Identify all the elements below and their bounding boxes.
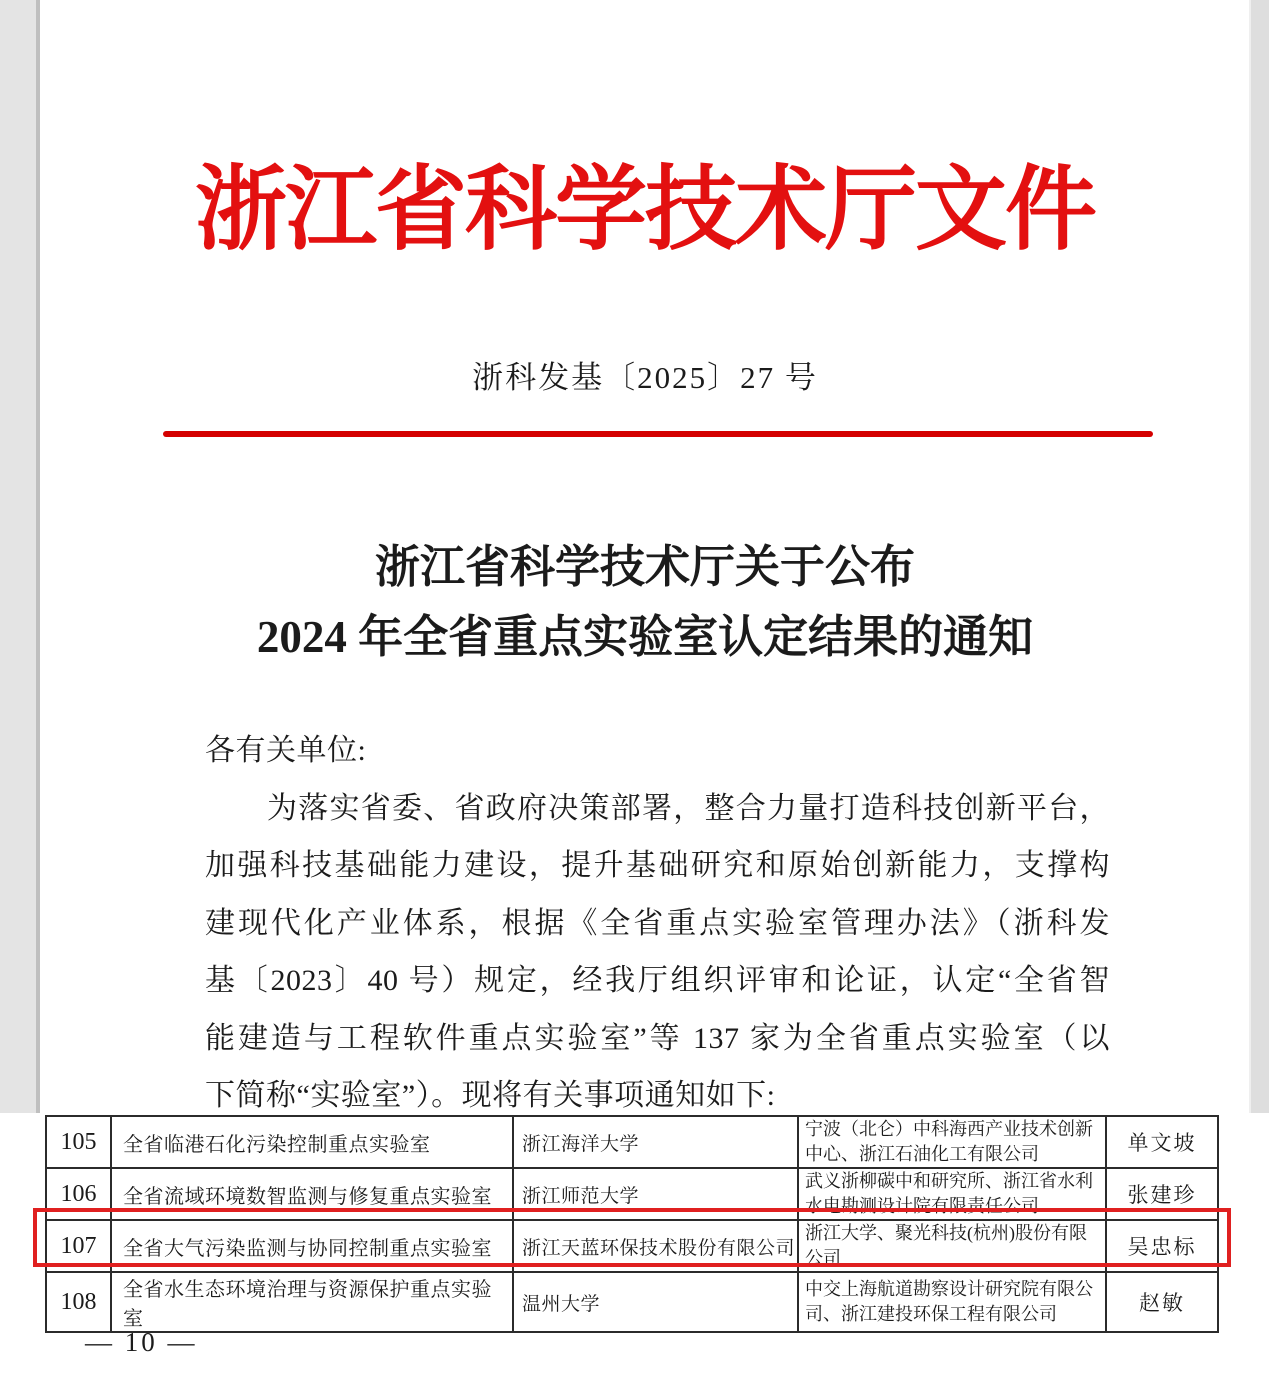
lab-number: 105 (46, 1116, 111, 1168)
lab-table-section (0, 1113, 1269, 1386)
lab-partners: 武义浙柳碳中和研究所、浙江省水利水电勘测设计院有限责任公司 (798, 1168, 1106, 1220)
notice-title-line1: 浙江省科学技术厅关于公布 (374, 542, 915, 592)
lab-director: 吴忠标 (1106, 1220, 1218, 1272)
document-number: 浙科发基〔2025〕27 号 (472, 360, 818, 395)
table-row (46, 1168, 1218, 1220)
document-header-title: 浙江省科学技术厅文件 (194, 159, 1095, 261)
lab-director: 张建珍 (1106, 1168, 1218, 1220)
body-line: 为落实省委、省政府决策部署，整合力量打造科技创新平台， (267, 791, 1110, 825)
body-line: 下简称“实验室”）。现将有关事项通知如下: (205, 1079, 776, 1112)
body-line: 加强科技基础能力建设，提升基础研究和原始创新能力，支撑构 (205, 849, 1110, 882)
lab-number: 108 (46, 1272, 111, 1332)
labs-table-body (46, 1116, 1218, 1332)
lab-institution: 浙江海洋大学 (513, 1116, 798, 1168)
table-row (46, 1272, 1218, 1332)
page-left-margin-shadow (0, 0, 40, 1113)
body-line: 能建造与工程软件重点实验室”等 137 家为全省重点实验室（以 (205, 1021, 1110, 1055)
lab-name: 全省水生态环境治理与资源保护重点实验室 (111, 1272, 513, 1332)
lab-institution: 温州大学 (513, 1272, 798, 1332)
lab-partners: 中交上海航道勘察设计研究院有限公司、浙江建投环保工程有限公司 (798, 1272, 1106, 1332)
lab-director: 单文坡 (1106, 1116, 1218, 1168)
lab-partners: 浙江大学、聚光科技(杭州)股份有限公司 (798, 1220, 1106, 1272)
lab-partners: 宁波（北仑）中科海西产业技术创新中心、浙江石油化工有限公司 (798, 1116, 1106, 1168)
lab-director: 赵敏 (1106, 1272, 1218, 1332)
labs-table (45, 1115, 1219, 1333)
lab-institution: 浙江天蓝环保技术股份有限公司 (513, 1220, 798, 1272)
table-row-highlighted (46, 1220, 1218, 1272)
body-line: 建现代化产业体系，根据《全省重点实验室管理办法》（浙科发 (205, 906, 1110, 940)
notice-title-line2: 2024 年全省重点实验室认定结果的通知 (256, 612, 1034, 662)
table-row (46, 1116, 1218, 1168)
lab-number: 106 (46, 1168, 111, 1220)
lab-number: 107 (46, 1220, 111, 1272)
lab-institution: 浙江师范大学 (513, 1168, 798, 1220)
body-line: 基〔2023〕40 号）规定，经我厅组织评审和论证，认定“全省智 (205, 964, 1110, 997)
lab-name: 全省大气污染监测与协同控制重点实验室 (111, 1220, 513, 1272)
page-right-margin-shadow (1249, 0, 1269, 1113)
lab-name: 全省流域环境数智监测与修复重点实验室 (111, 1168, 513, 1220)
lab-name: 全省临港石化污染控制重点实验室 (111, 1116, 513, 1168)
document-body (205, 722, 1110, 1125)
page-number: — 10 — (85, 1327, 198, 1357)
salutation: 各有关单位: (205, 734, 367, 767)
red-separator-rule (163, 431, 1153, 437)
